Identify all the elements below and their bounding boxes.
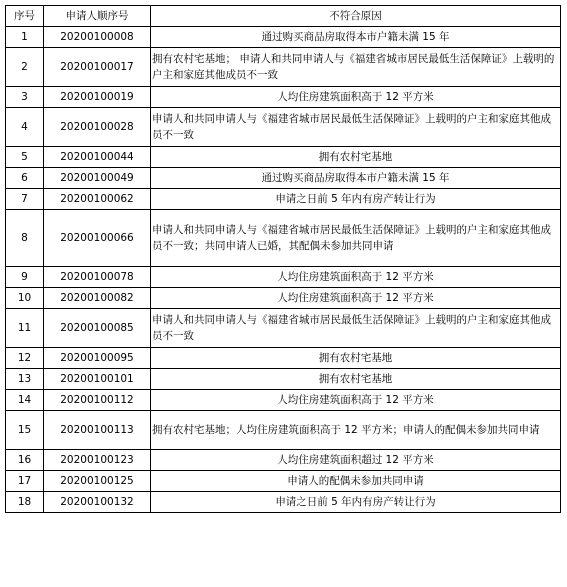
reason-cell: 人均住房建筑面积高于 12 平方米 [151, 390, 561, 411]
table-row [6, 450, 561, 471]
reason-cell: 申请之日前 5 年内有房产转让行为 [151, 189, 561, 210]
table-row [6, 288, 561, 309]
applicant-order-number-cell: 20200100044 [44, 147, 151, 168]
serial-number-cell: 3 [6, 87, 44, 108]
table-row [6, 189, 561, 210]
table-row [6, 27, 561, 48]
serial-number-cell: 7 [6, 189, 44, 210]
applicant-order-number-cell: 20200100049 [44, 168, 151, 189]
serial-number-cell: 12 [6, 348, 44, 369]
serial-number-cell: 1 [6, 27, 44, 48]
reason-cell: 拥有农村宅基地； 申请人和共同申请人与《福建省城市居民最低生活保障证》上载明的户主和家庭其他成员不一致 [151, 48, 561, 87]
table-row [6, 309, 561, 348]
table-row [6, 267, 561, 288]
table-row [6, 411, 561, 450]
table-header-row [6, 6, 561, 27]
reason-cell: 人均住房建筑面积超过 12 平方米 [151, 450, 561, 471]
serial-number-cell: 8 [6, 210, 44, 267]
applicant-order-number-cell: 20200100028 [44, 108, 151, 147]
reason-cell: 人均住房建筑面积高于 12 平方米 [151, 87, 561, 108]
applicant-order-number-cell: 20200100085 [44, 309, 151, 348]
table-row [6, 87, 561, 108]
reason-cell: 拥有农村宅基地 [151, 369, 561, 390]
reason-cell: 申请人和共同申请人与《福建省城市居民最低生活保障证》上载明的户主和家庭其他成员不一致；共同申请人已婚，其配偶未参加共同申请 [151, 210, 561, 267]
reason-cell: 通过购买商品房取得本市户籍未满 15 年 [151, 168, 561, 189]
applicant-order-number-cell: 20200100113 [44, 411, 151, 450]
serial-number-cell: 5 [6, 147, 44, 168]
table-row [6, 108, 561, 147]
serial-number-cell: 14 [6, 390, 44, 411]
serial-number-cell: 17 [6, 471, 44, 492]
header-applicant-order-number: 申请人顺序号 [44, 6, 151, 27]
reason-cell: 拥有农村宅基地；人均住房建筑面积高于 12 平方米；申请人的配偶未参加共同申请 [151, 411, 561, 450]
serial-number-cell: 10 [6, 288, 44, 309]
reason-cell: 申请人和共同申请人与《福建省城市居民最低生活保障证》上载明的户主和家庭其他成员不一致 [151, 309, 561, 348]
applicant-order-number-cell: 20200100062 [44, 189, 151, 210]
applicant-order-number-cell: 20200100095 [44, 348, 151, 369]
serial-number-cell: 13 [6, 369, 44, 390]
serial-number-cell: 18 [6, 492, 44, 513]
serial-number-cell: 2 [6, 48, 44, 87]
reason-cell: 人均住房建筑面积高于 12 平方米 [151, 267, 561, 288]
applicant-order-number-cell: 20200100123 [44, 450, 151, 471]
serial-number-cell: 4 [6, 108, 44, 147]
applicant-order-number-cell: 20200100101 [44, 369, 151, 390]
ineligible-applicants-table [5, 5, 561, 513]
serial-number-cell: 11 [6, 309, 44, 348]
table-row [6, 147, 561, 168]
table-row [6, 48, 561, 87]
applicant-order-number-cell: 20200100008 [44, 27, 151, 48]
table-row [6, 390, 561, 411]
table-row [6, 369, 561, 390]
reason-cell: 申请之日前 5 年内有房产转让行为 [151, 492, 561, 513]
reason-cell: 人均住房建筑面积高于 12 平方米 [151, 288, 561, 309]
reason-cell: 申请人和共同申请人与《福建省城市居民最低生活保障证》上载明的户主和家庭其他成员不一致 [151, 108, 561, 147]
serial-number-cell: 16 [6, 450, 44, 471]
table-row [6, 210, 561, 267]
header-reason: 不符合原因 [151, 6, 561, 27]
header-serial-number: 序号 [6, 6, 44, 27]
applicant-order-number-cell: 20200100078 [44, 267, 151, 288]
applicant-order-number-cell: 20200100082 [44, 288, 151, 309]
reason-cell: 拥有农村宅基地 [151, 348, 561, 369]
table-row [6, 471, 561, 492]
serial-number-cell: 15 [6, 411, 44, 450]
table-row [6, 348, 561, 369]
applicant-order-number-cell: 20200100019 [44, 87, 151, 108]
applicant-order-number-cell: 20200100017 [44, 48, 151, 87]
table-row [6, 492, 561, 513]
applicant-order-number-cell: 20200100066 [44, 210, 151, 267]
table-row [6, 168, 561, 189]
applicant-order-number-cell: 20200100132 [44, 492, 151, 513]
applicant-order-number-cell: 20200100112 [44, 390, 151, 411]
serial-number-cell: 6 [6, 168, 44, 189]
serial-number-cell: 9 [6, 267, 44, 288]
reason-cell: 通过购买商品房取得本市户籍未满 15 年 [151, 27, 561, 48]
reason-cell: 申请人的配偶未参加共同申请 [151, 471, 561, 492]
reason-cell: 拥有农村宅基地 [151, 147, 561, 168]
applicant-order-number-cell: 20200100125 [44, 471, 151, 492]
